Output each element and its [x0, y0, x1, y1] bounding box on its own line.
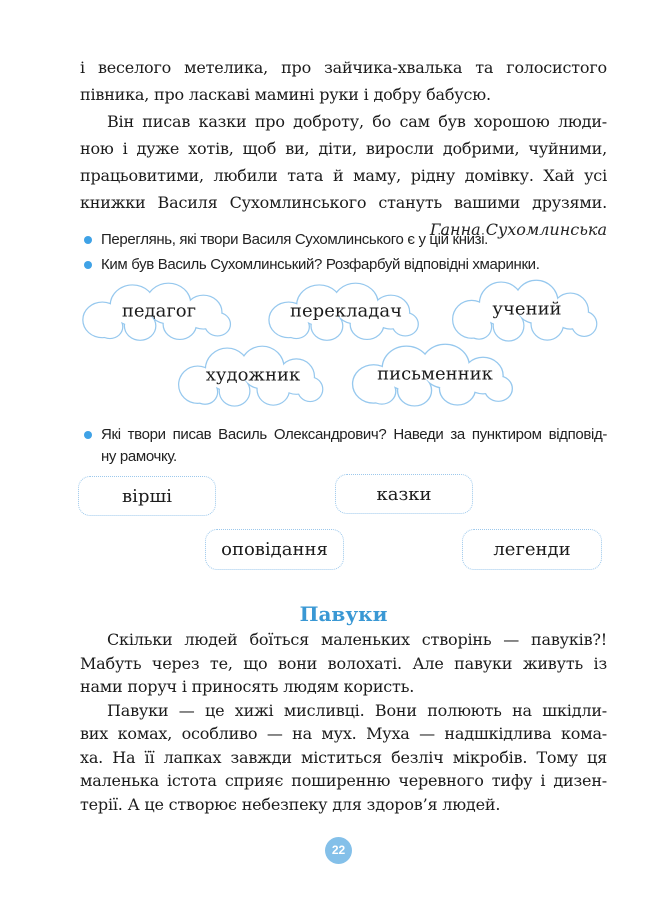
- task-item-3: [84, 424, 607, 467]
- task-text-1: [101, 229, 607, 251]
- story-paragraph-2: [80, 699, 607, 817]
- task-list: [84, 229, 607, 278]
- story-title: Павуки: [299, 602, 388, 626]
- text-line: Ким був Василь Сухомлинський? Розфарбуй відповідні хмаринки.: [101, 255, 540, 273]
- text-line: ха. На її лапках завжди міститься безліч мікробів. Тому ця: [80, 747, 607, 767]
- frame-lehendy[interactable]: [462, 529, 602, 570]
- cloud-label: педагог: [121, 300, 197, 322]
- cloud-label: учений: [492, 298, 562, 320]
- frame-label: казки: [376, 483, 432, 505]
- cloud-khudozhnyk[interactable]: [170, 345, 336, 410]
- frame-virshi[interactable]: [78, 476, 216, 516]
- frame-label: оповідання: [221, 539, 328, 560]
- task-list: [84, 424, 607, 470]
- task-text-2: [101, 254, 607, 276]
- bullet-dot-icon: [84, 261, 92, 269]
- cloud-perekladach[interactable]: [260, 282, 432, 344]
- text-line: працьовитими, любили тата й маму, рідну домівку. Хай усі: [80, 166, 607, 185]
- cloud-uchenyi[interactable]: [444, 279, 610, 345]
- intro-paragraph: [80, 108, 607, 216]
- frame-kazky[interactable]: [335, 474, 473, 514]
- text-line: Які твори писав Василь Олександрович? Наведи за пунктиром відповід-: [101, 426, 607, 443]
- bullet-dot-icon: [84, 236, 92, 244]
- story-section: [80, 628, 607, 816]
- text-line: ною і дуже хотів, щоб ви, діти, виросли добрими, чуйними,: [80, 139, 607, 158]
- text-line: терії. А це створює небезпеку для здоров’я людей.: [80, 794, 501, 814]
- text-line: Він писав казки про доброту, бо сам був хорошою люди-: [107, 112, 607, 131]
- story-paragraph-1: [80, 628, 607, 699]
- bullet-dot-icon: [84, 431, 92, 439]
- intro-section: [80, 54, 607, 241]
- cloud-pysmennyk[interactable]: [343, 343, 527, 410]
- text-line: книжки Василя Сухомлинського стануть вашими друзями.: [80, 193, 607, 212]
- text-line: Павуки — це хижі мисливці. Вони полюють на шкідли-: [107, 700, 607, 720]
- frame-label: вірші: [122, 485, 172, 507]
- frame-label: легенди: [493, 539, 571, 560]
- frame-opovidannia[interactable]: [205, 529, 344, 570]
- intro-paragraph-continuation: [80, 54, 607, 108]
- cloud-label: художник: [205, 364, 301, 386]
- task-item-2: [84, 254, 607, 276]
- text-line: ну рамочку.: [101, 447, 177, 465]
- text-line: півника, про ласкаві мамині руки і добру бабусю.: [80, 85, 491, 104]
- text-line: нами поруч і приносять людям користь.: [80, 677, 415, 696]
- text-line: маленька істота сприяє поширенню черевного тифу і дизен-: [80, 771, 607, 790]
- page-number-badge: 22: [325, 837, 352, 864]
- cloud-pedahoh[interactable]: [74, 282, 244, 344]
- task-text-3: [101, 424, 607, 467]
- text-line: Мабуть через те, що вони волохаті. Але павуки живуть із: [80, 653, 607, 673]
- cloud-label: письменник: [377, 363, 493, 385]
- cloud-label: перекладач: [290, 300, 402, 322]
- text-line: вих комах, особливо — на мух. Муха — надшкідлива кома-: [80, 724, 607, 743]
- text-line: і веселого метелика, про зайчика-хвалька та голосистого: [80, 58, 607, 77]
- text-line: Переглянь, які твори Василя Сухомлинського є у цій книзі.: [101, 231, 488, 248]
- text-line: Скільки людей боїться маленьких створінь — павуків?!: [107, 630, 607, 649]
- task-item-1: [84, 229, 607, 251]
- author-attribution: Ганна Сухомлинська: [429, 220, 607, 239]
